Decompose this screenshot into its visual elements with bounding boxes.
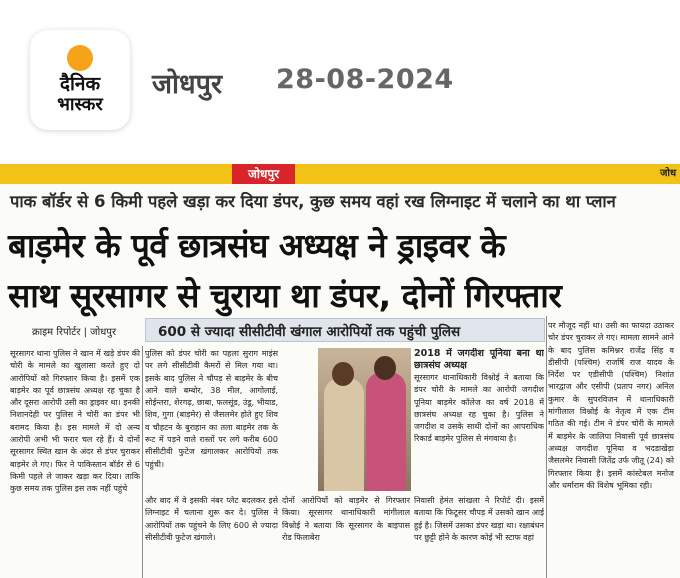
dainik-bhaskar-logo[interactable]	[30, 30, 130, 130]
app-header	[0, 0, 680, 160]
article-column-3b	[282, 495, 410, 578]
logo-text-line2: भास्कर	[57, 94, 103, 115]
column-divider	[142, 346, 143, 578]
panel-title-box	[145, 318, 545, 342]
article-column-2	[145, 348, 278, 496]
section-strip	[0, 164, 680, 184]
headline-line1: बाड़मेर के पूर्व छात्रसंघ अध्यक्ष ने ड्राइवर के	[8, 226, 506, 265]
section-label: जोधपुर	[232, 164, 295, 184]
edition-city[interactable]: जोधपुर	[152, 69, 223, 100]
column-divider	[546, 316, 547, 578]
sun-logo-icon	[67, 45, 93, 71]
newspaper-clipping[interactable]	[0, 160, 680, 578]
logo-text-line1: दैनिक	[59, 73, 101, 95]
headline-line2: साथ सूरसागर से चुराया था डंपर, दोनों गिरफ्तार	[8, 276, 562, 315]
article-column-1	[10, 348, 140, 578]
subheadline: पाक बॉर्डर से 6 किमी पहले खड़ा कर दिया डंपर, कुछ समय वहां रख लिग्नाइट में चलाने का था प्लान	[10, 192, 616, 211]
accused-photo	[318, 348, 411, 491]
panel-title: 600 से ज्यादा सीसीटीवी खंगाल आरोपियों तक पहुंची पुलिस	[158, 324, 461, 340]
byline: क्राइम रिपोर्टर | जोधपुर	[32, 327, 117, 338]
edition-date[interactable]: 28-08-2024	[276, 64, 454, 95]
article-text: पुलिस को डंपर चोरी का पहला सुराग माइंस पर लगे सीसीटीवी कैमरों से मिल गया था। इसके बाद पुलिस ने चौपड़ से बाड़मेर के बीच आने वाले बम्बोर, 38 मील, आगोलाई, सोईन्तरा, शेरगढ़, छाबा, फलसूंड, उंडू, भीयाड, शिव, गुगा (बाड़मेर) से जैसलमेर होते हुए शिव व चौहटन के बुराहान का तला बाड़मेर तक के रूट में पड़ने वाले रास्तों पर लगे करीब 600 सीसीटीवी फुटेज खंगालकर आरोपियों तक पहुंची।	[145, 349, 278, 469]
article-column-5	[548, 320, 674, 578]
person-figure	[324, 378, 364, 491]
section-label-cut: जोध	[660, 168, 677, 179]
article-text: और बाद में वे इसकी नंबर प्लेट बदलकर इसे लिग्नाइट में चलाना शुरू कर दे। पुलिस ने आरोपियों तक पहुंचने के लिए 600 से ज्यादा सीसीटीवी फुटेज खंगाले।	[145, 496, 278, 542]
sidebar-title: 2018 में जगदीश पूनिया बना था छात्रसंघ अध्यक्ष	[414, 348, 544, 371]
person-head	[332, 362, 354, 386]
person-head	[374, 356, 396, 380]
article-text: सूरसागर थाना पुलिस ने खान में खड़े डंपर की चोरी के मामले का खुलासा करते हुए दो आरोपियों को गिरफ्तार किया है। इसमें एक बाड़मेर का पूर्व छात्रसंघ अध्यक्ष रह चुका है और दूसरा आरोपी उसी का ड्राइवर था। इनकी निशानदेही पर पुलिस ने चोरी का डंपर भी बरामद किया है। इस मामले में दो अन्य आरोपी अभी भी फरार चल रहे हैं। ये दोनों सूरसागर स्थित खान के अंदर से डंपर चुराकर बाड़मेर ले गए। फिर ने पाकिस्तान बॉर्डर से 6 किमी पहले ले जाकर खड़ा कर दिया। ताकि कुछ समय तक पुलिस इस तक नहीं पहुंचे	[10, 349, 140, 494]
person-figure	[366, 372, 406, 491]
article-text: सूरसागर थानाधिकारी विश्नोई ने बताया कि डंपर चोरी के मामले का आरोपी जगदीश पूनिया बाड़मेर कॉलेज का वर्ष 2018 में छात्रसंघ अध्यक्ष रह चुका है। पुलिस ने जगदीश व उसके साथी दोनों का आपराधिक रिकार्ड बाड़मेर पुलिस से मंगवाया है।	[414, 373, 544, 444]
article-column-2b	[145, 495, 278, 578]
article-text: पर मौजूद नहीं था। उसी का फायदा उठाकर चोर डंपर चुराकर ले गए। मामला सामने आने के बाद पुलिस कमिश्नर राजेंद्र सिंह व डीसीपी (पश्चिम) राजर्षि राज यादव के निर्देश पर एडीसीपी (पश्चिम) निशांत भारद्वाज और एसीपी (प्रताप नगर) अनिल कुमार के सुपरविजन में थानाधिकारी मांगीलाल विश्नोई के नेतृत्व में एक टीम गठित की गई। टीम ने डंपर चोरी के मामले में बाड़मेर के जालिपा निवासी पूर्व छात्रसंघ अध्यक्ष जगदीश पूनिया व भदडाखेड़ा जैसलमेर निवासी जितेंद्र उर्फ जीतू (24) को गिरफ्तार किया है। इसमें कांस्टेबल मनोज और धर्माराम की विशेष भूमिका रही।	[548, 321, 674, 490]
article-text: निवासी हेमंत सांखला ने रिपोर्ट दी। इसमें बताया कि फिटूसर चौपड़ में उसको खान आई हुई है। जिसमें उसका डंपर खड़ा था। रक्षाबंधन पर छुट्टी होने के कारण कोई भी स्टाफ वहां	[414, 496, 544, 542]
article-text: दोनों आरोपियों को बाड़मेर से गिरफ्तार किया। सूरसागर थानाधिकारी मांगीलाल विश्नोई ने बताया कि सूरसागर के बाइपास रोड फिलाबेरा	[282, 496, 410, 542]
article-column-4b	[414, 495, 544, 578]
article-column-4	[414, 348, 544, 496]
